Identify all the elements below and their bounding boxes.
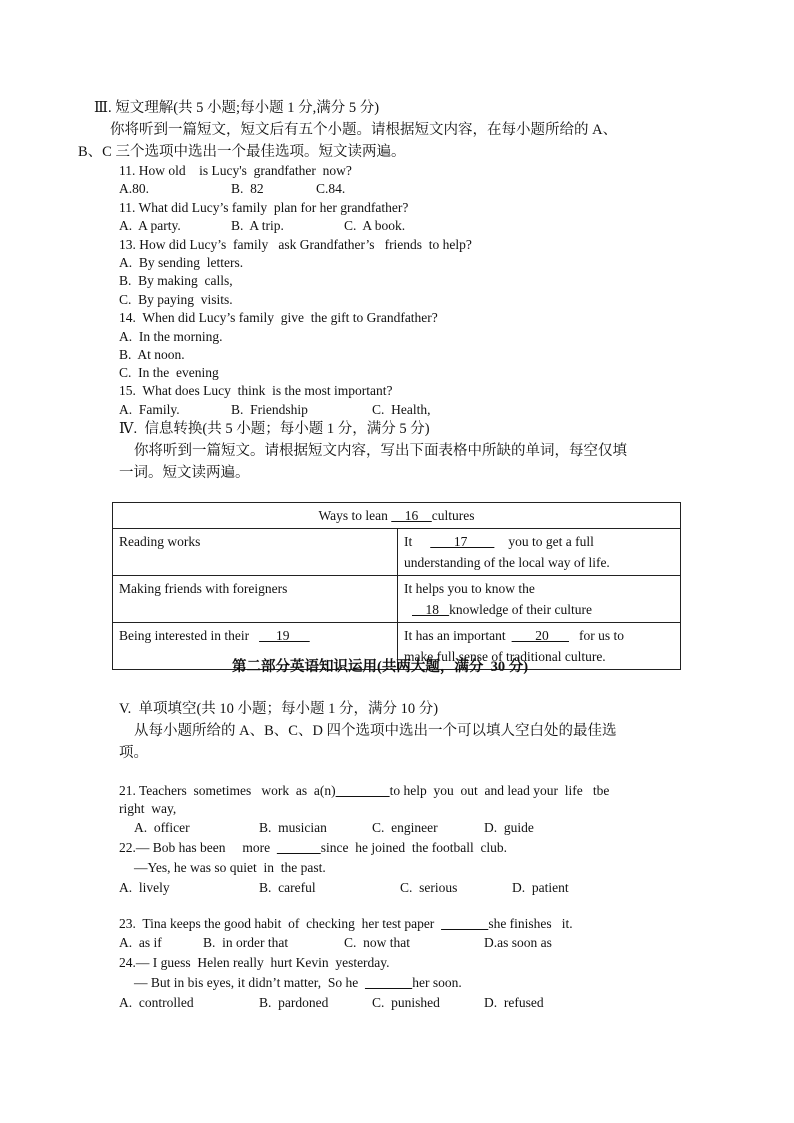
table-header-cell: [113, 503, 681, 529]
row-1-right-line2: understanding of the local way of life.: [404, 555, 610, 570]
question-22-stem-end: since he joined the football club.: [320, 840, 508, 855]
question-23-stem-start: 23. Tina keeps the good habit of checking her test paper: [119, 916, 442, 931]
question-21-option-d: D. guide: [484, 820, 534, 835]
question-24-option-d: D. refused: [484, 995, 544, 1010]
question-24-stem-line1: 24.— I guess Helen really hurt Kevin yesterday.: [119, 955, 390, 970]
question-24-stem-end: her soon.: [412, 975, 462, 990]
row-3-right-text-end: for us to: [578, 628, 624, 643]
question-21-option-b: B. musician: [259, 820, 327, 835]
row-2-right-text-end: knowledge of their culture: [449, 602, 592, 617]
table-row: [113, 576, 681, 623]
question-14-stem: 14. When did Lucy’s family give the gift to Grandfather?: [119, 310, 438, 325]
question-11-option-a: A.80.: [119, 181, 149, 196]
table-cell-making-friends: [113, 576, 398, 623]
blank-17[interactable]: 17: [430, 534, 495, 549]
question-23-option-d: D.as soon as: [484, 935, 552, 950]
question-22-stem-line2: —Yes, he was so quiet in the past.: [134, 860, 326, 875]
question-11-option-b: B. 82: [231, 181, 264, 196]
question-14-option-a: A. In the morning.: [119, 329, 223, 344]
table-row: [113, 529, 681, 576]
question-24-option-a: A. controlled: [119, 995, 194, 1010]
row-3-right-text-start: It has an important: [404, 628, 506, 643]
blank-23[interactable]: [441, 916, 488, 931]
question-21-stem-start: 21. Teachers sometimes work as a(n): [119, 783, 336, 798]
section-3-instruction-line2: B、C 三个选项中选出一个最佳选项。短文读两遍。: [78, 144, 406, 160]
question-23-option-b: B. in order that: [203, 935, 289, 950]
question-21-option-a: A. officer: [134, 820, 190, 835]
question-15-option-b: B. Friendship: [231, 402, 308, 417]
question-21-option-c: C. engineer: [372, 820, 438, 835]
question-12-stem: 11. What did Lucy’s family plan for her grandfather?: [119, 200, 409, 215]
question-22-option-c: C. serious: [400, 880, 458, 895]
question-22-option-d: D. patient: [512, 880, 569, 895]
question-15-option-a: A. Family.: [119, 402, 180, 417]
table-cell-row-2-right: [398, 576, 681, 623]
row-3-label: Being interested in their: [119, 628, 250, 643]
table-cell-reading-works: [113, 529, 398, 576]
info-table: [112, 502, 681, 670]
question-13-option-c: C. By paying visits.: [119, 292, 233, 307]
question-11-stem: 11. How old is Lucy's grandfather now?: [119, 163, 352, 178]
section-3-title: Ⅲ. 短文理解(共 5 小题;每小题 1 分,满分 5 分): [94, 100, 380, 116]
section-5-instruction-line2: 项。: [119, 745, 148, 761]
question-21-stem-end: to help you out and lead your life tbe: [389, 783, 610, 798]
table-cell-row-1-right: [398, 529, 681, 576]
section-5-title: V. 单项填空(共 10 小题；每小题 1 分，满分 10 分): [119, 701, 439, 717]
section-3-instruction-line1: 你将听到一篇短文，短文后有五个小题。请根据短文内容，在每小题所给的 A、: [110, 122, 618, 138]
question-24-stem-line2: [134, 974, 462, 992]
question-21-stem-line1: [119, 782, 609, 800]
table-row: [113, 503, 681, 529]
question-12-option-a: A. A party.: [119, 218, 181, 233]
question-14-option-c: C. In the evening: [119, 365, 219, 380]
row-2-right-line1: It helps you to know the: [404, 581, 535, 596]
blank-20[interactable]: 20: [511, 628, 569, 643]
question-24-stem-start: — But in bis eyes, it didn’t matter, So he: [134, 975, 365, 990]
blank-24[interactable]: [365, 975, 412, 990]
row-1-right-text-end: you to get a full: [508, 534, 594, 549]
question-22-stem-line1: [119, 839, 507, 857]
question-11-option-c: C.84.: [316, 181, 346, 196]
question-24-option-b: B. pardoned: [259, 995, 329, 1010]
question-12-option-c: C. A book.: [344, 218, 406, 233]
row-2-label: Making friends with foreigners: [119, 581, 288, 596]
question-23-stem: [119, 915, 573, 933]
question-21-stem-line2: right way,: [119, 801, 177, 816]
question-23-option-c: C. now that: [344, 935, 410, 950]
row-3-right-line2: make full sense of traditional culture.: [404, 649, 606, 664]
blank-18[interactable]: 18: [412, 602, 450, 617]
question-22-option-b: B. careful: [259, 880, 316, 895]
question-22-stem-start: 22.— Bob has been more: [119, 840, 277, 855]
blank-19[interactable]: 19: [259, 628, 310, 643]
question-14-option-b: B. At noon.: [119, 347, 185, 362]
part-2-title: 第二部分英语知识运用(共两大题，满分 30 分): [232, 659, 529, 675]
question-13-option-b: B. By making calls,: [119, 273, 233, 288]
section-5-instruction-line1: 从每小题所给的 A、B、C、D 四个选项中选出一个可以填人空白处的最佳选: [134, 723, 617, 739]
blank-22[interactable]: [277, 840, 321, 855]
question-12-option-b: B. A trip.: [231, 218, 284, 233]
table-header-text-end: cultures: [431, 508, 475, 523]
section-4-instruction-line2: 一词。短文读两遍。: [119, 465, 250, 481]
question-15-option-c: C. Health,: [372, 402, 431, 417]
row-1-label: Reading works: [119, 534, 201, 549]
question-15-stem: 15. What does Lucy think is the most important?: [119, 383, 393, 398]
blank-21[interactable]: [336, 783, 390, 798]
blank-16[interactable]: 16: [391, 508, 432, 523]
section-4-title: Ⅳ. 信息转换(共 5 小题；每小题 1 分，满分 5 分): [119, 421, 430, 437]
question-24-option-c: C. punished: [372, 995, 440, 1010]
question-23-option-a: A. as if: [119, 935, 162, 950]
question-23-stem-end: she finishes it.: [488, 916, 573, 931]
question-22-option-a: A. lively: [119, 880, 170, 895]
question-13-option-a: A. By sending letters.: [119, 255, 244, 270]
table-header-text: Ways to lean: [318, 508, 392, 523]
row-1-right-text-start: It: [404, 534, 413, 549]
section-4-instruction-line1: 你将听到一篇短文。请根据短文内容，写出下面表格中所缺的单词，每空仅填: [134, 443, 627, 459]
question-13-stem: 13. How did Lucy’s family ask Grandfather’s friends to help?: [119, 237, 472, 252]
